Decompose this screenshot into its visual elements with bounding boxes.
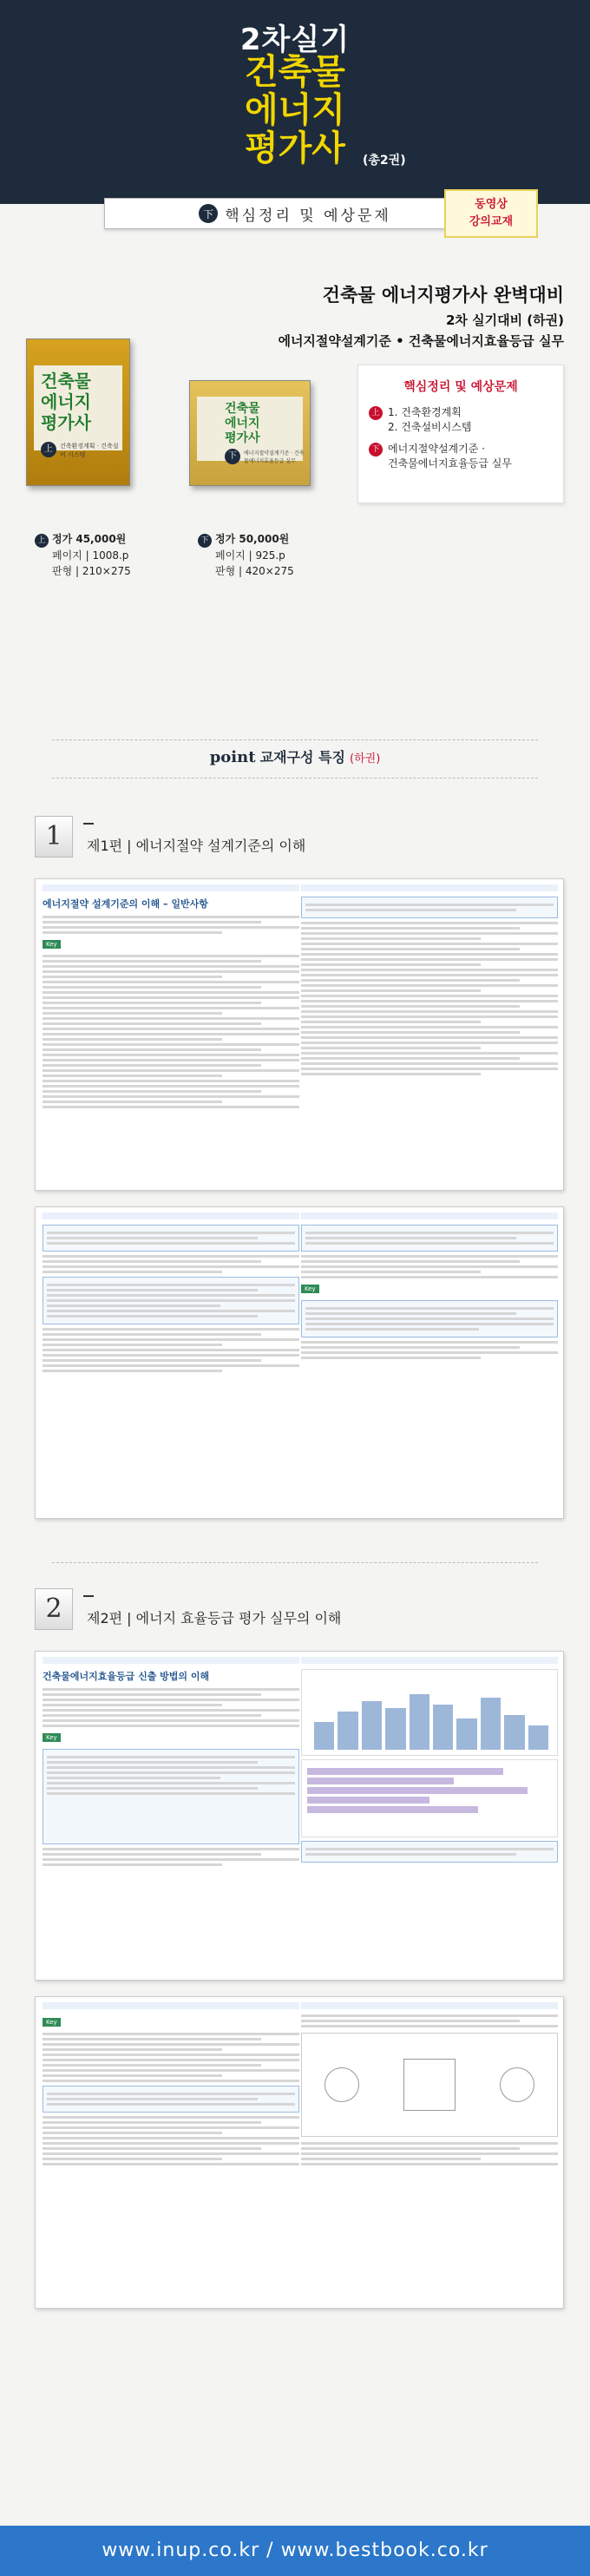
badge-line-2: 강의교재 xyxy=(469,215,514,228)
section-2-number: 2 xyxy=(35,1588,73,1630)
features-heading xyxy=(0,746,590,776)
contents-upper-row xyxy=(369,405,553,435)
site-footer[interactable]: www.inup.co.kr / www.bestbook.co.kr xyxy=(0,2526,590,2576)
volume-count: (총2권) xyxy=(363,154,406,168)
lower-pages: 페이지 | 925.p xyxy=(215,549,285,562)
upper-cover-note: 건축환경계획 · 건축설비 시스템 xyxy=(60,443,119,458)
section-2-title: 제2편 | 에너지 효율등급 평가 실무의 이해 xyxy=(87,1610,342,1626)
section-1-number: 1 xyxy=(35,816,73,858)
upper-cover-title: 건축물 에너지 평가사 xyxy=(41,371,91,433)
ribbon-text: 핵심정리 및 예상문제 xyxy=(225,207,391,225)
series-title: 2차실기 xyxy=(239,23,351,57)
lower-format: 판형 | 420×275 xyxy=(215,565,294,577)
hero-header xyxy=(0,0,590,204)
lower-book-specs xyxy=(198,531,294,579)
upper-price: 정가 45,000원 xyxy=(52,533,127,545)
upper-pages: 페이지 | 1008.p xyxy=(52,549,129,562)
subject-ribbon xyxy=(104,198,486,229)
title-line-2: 에너지 xyxy=(245,90,345,130)
video-lecture-badge xyxy=(444,189,538,238)
lower-price-icon: 下 xyxy=(198,534,212,548)
upper-book-cover xyxy=(26,338,130,486)
book-info-scope: 에너지절약설계기준 • 건축물에너지효율등급 실무 xyxy=(278,333,564,349)
diagram-figure xyxy=(301,2033,558,2137)
section-1-page-heading: 에너지절약 설계기준의 이해 – 일반사항 xyxy=(43,898,208,910)
section-2-spread-1: 건축물에너지효율등급 신출 방법의 이해 Key xyxy=(35,1651,564,1981)
title-line-3: 평가사 xyxy=(245,128,345,168)
section-2-spread-2: Key xyxy=(35,1996,564,2309)
badge-line-1: 동영상 xyxy=(475,198,508,211)
upper-book-specs xyxy=(35,531,131,579)
lower-cover-note: 에너지절약설계기준 · 건축물에너지효율등급 실무 xyxy=(244,450,305,464)
point-label: point xyxy=(209,748,256,766)
features-label: 교재구성 특징 xyxy=(259,749,345,766)
contents-lower-items: 에너지절약설계기준 · 건축물에너지효율등급 실무 xyxy=(388,443,512,470)
lower-volume-icon-2: 下 xyxy=(369,443,383,457)
upper-volume-icon: 上 xyxy=(369,406,383,420)
book-info-subtitle: 2차 실기대비 (하권) xyxy=(445,312,564,328)
lower-price: 정가 50,000원 xyxy=(215,533,290,545)
lower-volume-icon: 下 xyxy=(199,204,218,223)
section-1-spread-1: 에너지절약 설계기준의 이해 – 일반사항 Key xyxy=(35,878,564,1191)
contents-upper-items: 1. 건축환경계획 2. 건축설비시스템 xyxy=(388,406,472,433)
upper-price-icon: 上 xyxy=(35,534,49,548)
lower-book-cover xyxy=(189,380,311,486)
contents-heading: 핵심정리 및 예상문제 xyxy=(403,380,518,394)
book-info-title: 건축물 에너지평가사 완벽대비 xyxy=(322,285,564,306)
upper-cover-volume-icon: 上 xyxy=(41,442,56,457)
lower-cover-title: 건축물 에너지 평가사 xyxy=(225,402,260,445)
upper-format: 판형 | 210×275 xyxy=(52,565,131,577)
sample-bar-chart xyxy=(301,1669,558,1756)
features-sub: (하권) xyxy=(350,752,381,766)
title-line-1: 건축물 xyxy=(245,52,345,92)
lower-cover-volume-icon: 下 xyxy=(225,449,240,464)
contents-lower-row xyxy=(369,442,553,471)
contents-box xyxy=(357,365,564,503)
section-2-page-heading: 건축물에너지효율등급 신출 방법의 이해 xyxy=(43,1671,210,1682)
section-1-title: 제1편 | 에너지절약 설계기준의 이해 xyxy=(87,838,306,854)
section-1-spread-2: Key xyxy=(35,1206,564,1519)
